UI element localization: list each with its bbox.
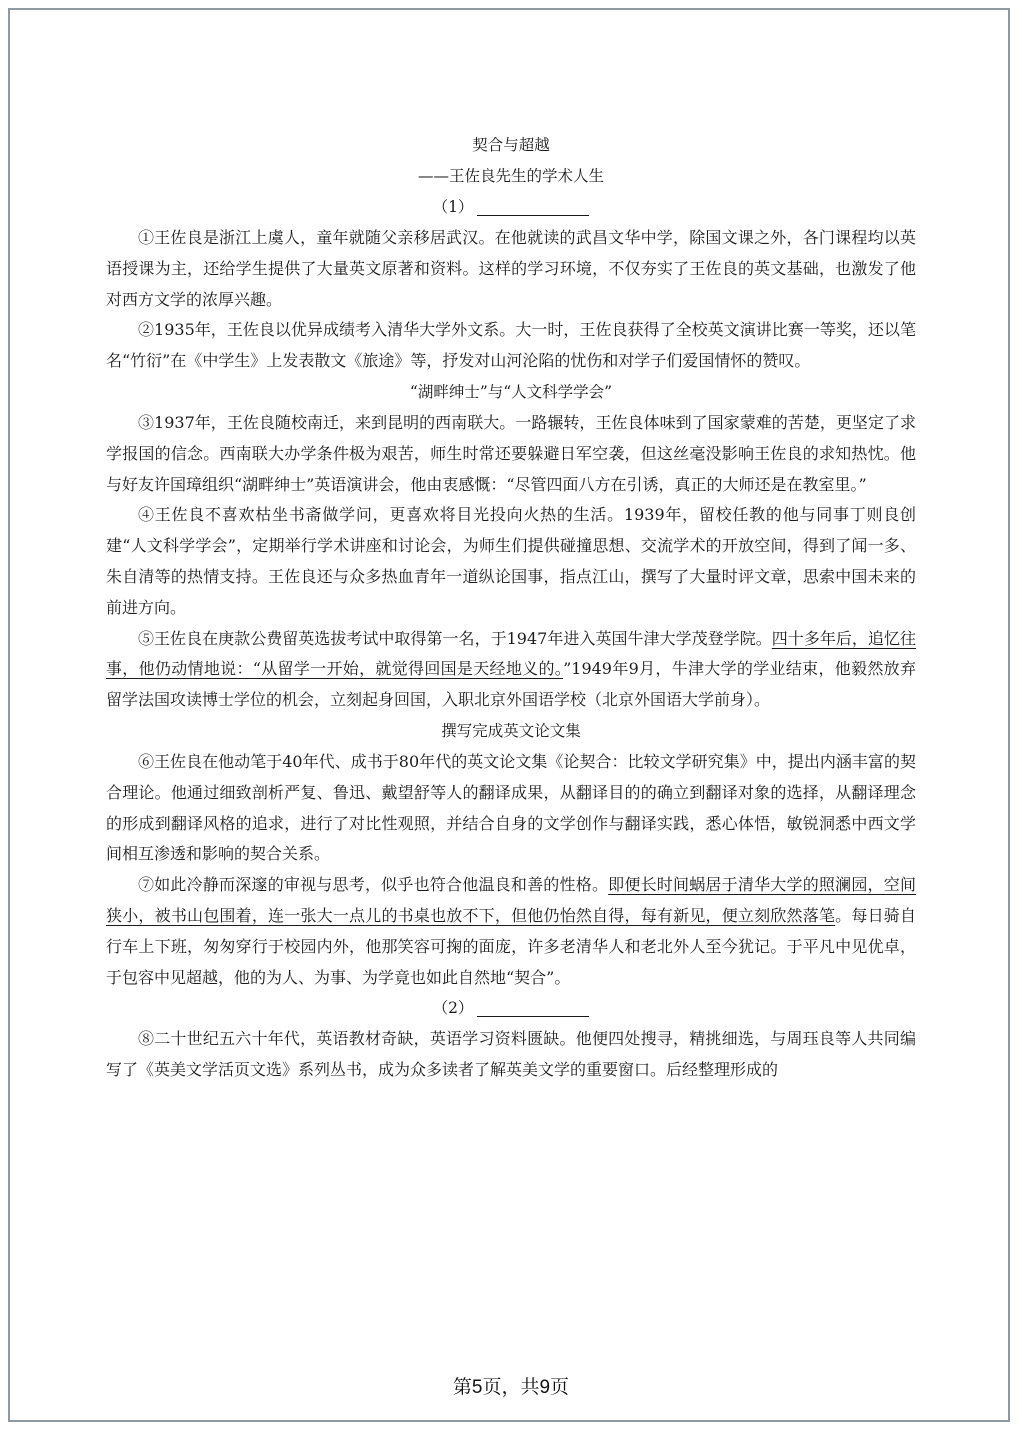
section-heading-2: 撰写完成英文论文集: [441, 721, 581, 740]
section-blank-1: [106, 192, 916, 223]
document-body: [106, 130, 916, 1086]
section-heading-1: “湖畔绅士”与“人文科学学会”: [409, 382, 613, 401]
paragraph-5-part-b: ”1949年9月，牛津大学的学业结束，他毅然放弃留学法国攻读博士学位的机会，立刻起身回国，入职北京外国语学校（北京外国语大学前身）。: [106, 659, 916, 710]
blank-2-label: （2）: [432, 999, 474, 1018]
article-title: 契合与超越: [472, 136, 550, 154]
paragraph-5-underlined: 四十多年后，追忆往事，他仍动情地说：“从留学一开始，就觉得回国是天经地义的。: [106, 628, 916, 679]
blank-1-label: （1）: [432, 198, 474, 216]
article-subtitle: ——王佐良先生的学术人生: [417, 167, 604, 185]
paragraph-7-underlined: 即便长时间蜗居于清华大学的照澜园，空间狭小，被书山包围着，连一张大一点儿的书桌也放不下，但他仍怡然自得，每有新见，便立刻欣然落笔: [106, 875, 916, 925]
paragraph-8: ⑧二十世纪五六十年代，英语教材奇缺，英语学习资料匮缺。他便四处搜寻，精挑细选，与周珏良等人共同编写了《英美文学活页文选》系列丛书，成为众多读者了解英美文学的重要窗口。后经整理形成的: [106, 1029, 916, 1080]
paragraph-4: ④王佐良不喜欢枯坐书斋做学问，更喜欢将目光投向火热的生活。1939年，留校任教的他与同事丁则良创建“人文科学学会”，定期举行学术讲座和讨论会，为师生们提供碰撞思想、交流学术的开放空间，得到了闻一多、朱自清等的热情支持。王佐良还与众多热血青年一道纵论国事，指点江山，撰写了大量时评文章，思索中国未来的前进方向。: [106, 505, 916, 617]
paragraph-1: ①王佐良是浙江上虞人，童年就随父亲移居武汉。在他就读的武昌文华中学，除国文课之外，各门课程均以英语授课为主，还给学生提供了大量英文原著和资料。这样的学习环境，不仅夯实了王佐良的英文基础，也激发了他对西方文学的浓厚兴趣。: [106, 228, 916, 309]
blank-1-line: [477, 215, 589, 216]
paragraph-3: ③1937年，王佐良随校南迁，来到昆明的西南联大。一路辗转，王佐良体味到了国家蒙难的苦楚，更坚定了求学报国的信念。西南联大办学条件极为艰苦，师生时常还要躲避日军空袭，但这丝毫没影响王佐良的求知热忱。他与好友许国璋组织“湖畔绅士”英语演讲会，他由衷感慨：“尽管四面八方在引诱，真正的大师还是在教室里。”: [106, 412, 916, 494]
paragraph-7: [106, 870, 916, 993]
page-footer: 第5页，共9页: [452, 1377, 570, 1398]
paragraph-2: ②1935年，王佐良以优异成绩考入清华大学外文系。大一时，王佐良获得了全校英文演讲比赛一等奖，还以笔名“竹衍”在《中学生》上发表散文《旅途》等，抒发对山河沦陷的忧伤和对学子们爱国情怀的赞叹。: [106, 320, 916, 371]
paragraph-7-part-b: 。每日骑自行车上下班，匆匆穿行于校园内外，他那笑容可掬的面庞，许多老清华人和老北外人至今犹记。于平凡中见优卓，于包容中见超越，他的为人、为事、为学竟也如此自然地“契合”。: [106, 905, 916, 987]
blank-2-line: [477, 1016, 589, 1017]
paragraph-5: [106, 624, 916, 716]
paragraph-5-part-a: ⑤王佐良在庚款公费留英选拔考试中取得第一名，于1947年进入英国牛津大学茂登学院。: [138, 628, 772, 648]
paragraph-6: ⑥王佐良在他动笔于40年代、成书于80年代的英文论文集《论契合：比较文学研究集》中，提出内涵丰富的契合理论。他通过细致剖析严复、鲁迅、戴望舒等人的翻译成果，从翻译目的的确立到翻译对象的选择，从翻译理念的形成到翻译风格的追求，进行了对比性观照，并结合自身的文学创作与翻译实践，悉心体悟，敏锐洞悉中西文学间相互渗透和影响的契合关系。: [106, 751, 916, 864]
paragraph-7-part-a: ⑦如此冷静而深邃的审视与思考，似乎也符合他温良和善的性格。: [138, 875, 609, 895]
section-blank-2: [106, 993, 916, 1024]
